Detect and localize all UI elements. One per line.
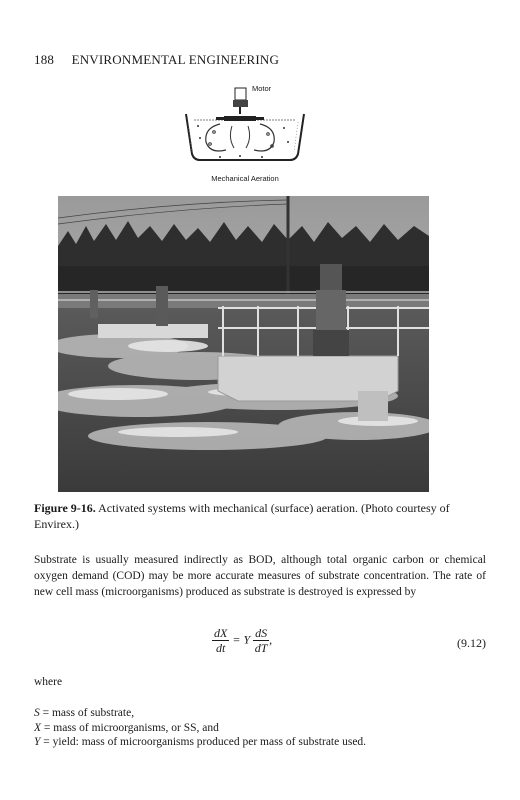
lhs-numerator: dX	[214, 626, 228, 640]
page-number: 188	[34, 52, 55, 67]
definition-var: Y	[34, 736, 41, 748]
figure-label: Figure 9-16.	[34, 501, 96, 515]
definition-text: = mass of microorganisms, or SS, and	[41, 721, 219, 734]
definition-text: = mass of substrate,	[39, 707, 135, 719]
rhs-fraction	[253, 626, 269, 655]
rhs-numerator: dS	[255, 626, 268, 640]
equation-body	[212, 626, 272, 655]
equation-number: (9.12)	[457, 636, 486, 650]
equation-trail: ,	[269, 632, 273, 647]
equation-9-12	[34, 626, 486, 666]
body-paragraph: Substrate is usually measured indirectly as BOD, although total organic carbon or chemical oxygen demand (COD) may be more accurate measures of substrate concentration. The rate of new cell mass (microorganisms) produced as substrate is destroyed is expressed by	[34, 554, 486, 598]
equals-y: = Y	[232, 632, 251, 647]
definition-item	[34, 735, 366, 750]
aeration-photo	[58, 196, 429, 492]
definition-text: = yield: mass of microorganisms produced per mass of substrate used.	[40, 736, 367, 748]
running-header	[34, 52, 279, 68]
definitions-list	[34, 706, 366, 750]
diagram-caption: Mechanical Aeration	[211, 174, 279, 183]
definition-item	[34, 706, 366, 721]
definition-item	[34, 721, 366, 736]
figure-caption-text: Activated systems with mechanical (surface) aeration. (Photo courtesy of Envirex.)	[34, 501, 450, 531]
motor-label: Motor	[252, 84, 272, 93]
rhs-denominator: dT	[254, 641, 268, 655]
lhs-denominator: dt	[216, 641, 226, 655]
lhs-fraction	[212, 626, 229, 655]
figure-caption	[34, 500, 486, 532]
definition-var: X	[34, 721, 42, 734]
definition-var: S	[34, 707, 40, 719]
where-label: where	[34, 676, 63, 688]
running-title: ENVIRONMENTAL ENGINEERING	[71, 52, 280, 67]
